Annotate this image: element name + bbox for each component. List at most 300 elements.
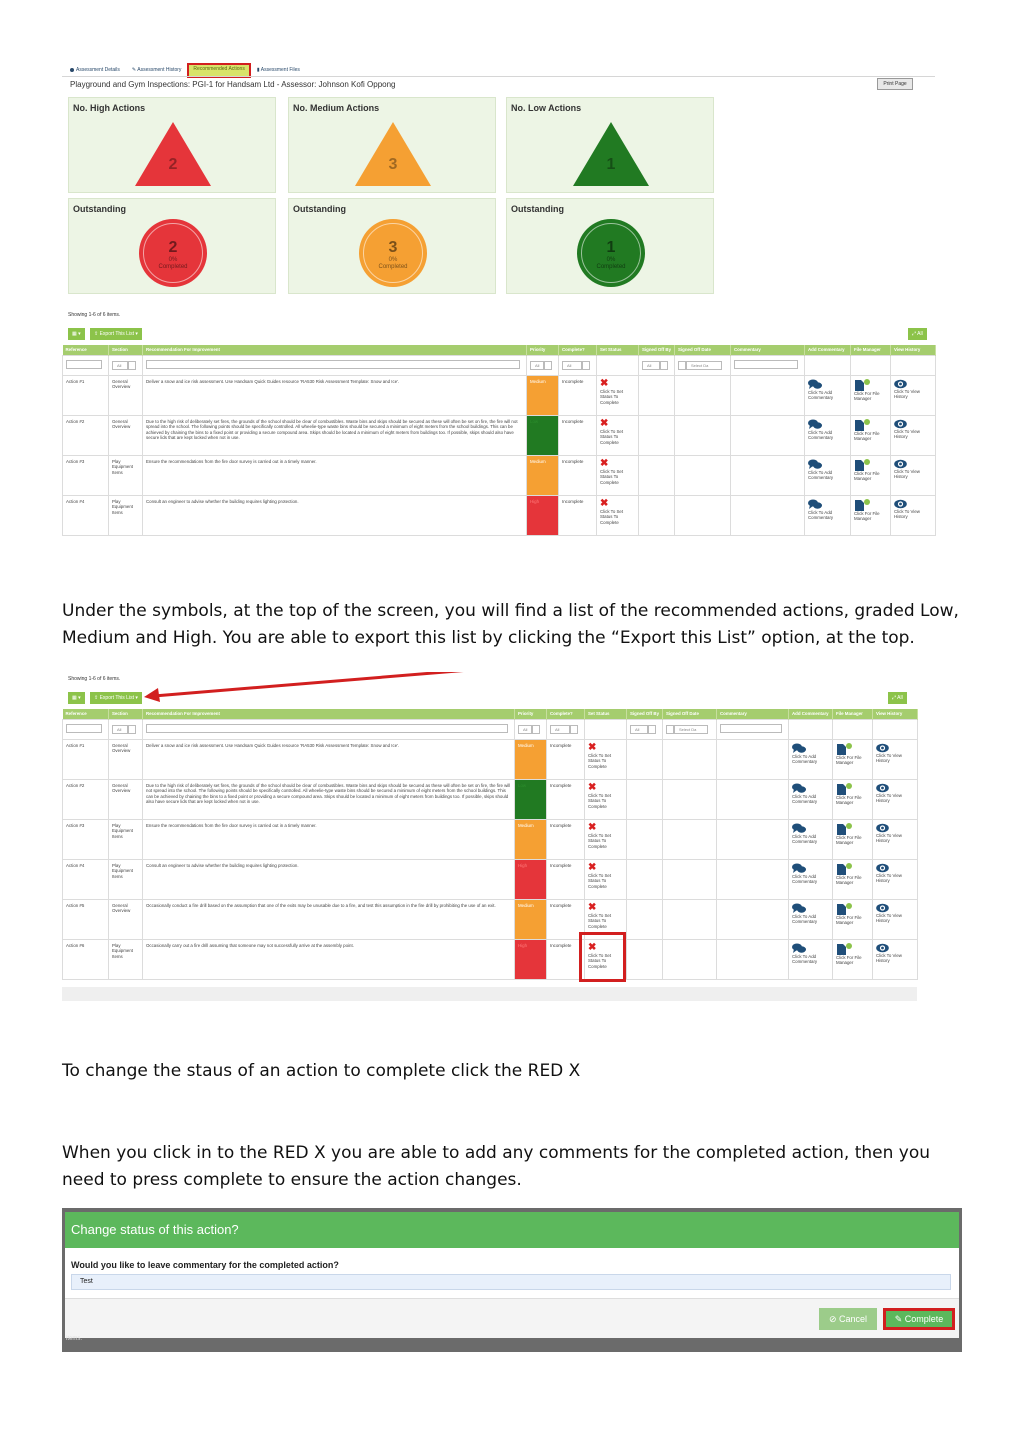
dialog-question: Would you like to leave commentary for the completed action? xyxy=(71,1260,339,1270)
view-history-cell[interactable] xyxy=(891,375,936,415)
file-add-icon[interactable] xyxy=(836,743,852,755)
eye-icon[interactable] xyxy=(876,823,889,833)
cancel-button[interactable] xyxy=(819,1308,877,1330)
filter-select[interactable]: All xyxy=(562,361,582,370)
filter-cell xyxy=(515,719,547,739)
complete-button[interactable] xyxy=(883,1308,955,1330)
calendar-icon[interactable] xyxy=(666,725,674,734)
set-status-label: Click To Set Status To Complete xyxy=(600,508,624,525)
low-actions-card xyxy=(506,97,714,193)
file-add-icon[interactable] xyxy=(854,459,870,471)
column-header[interactable]: Recommendation For Improvement xyxy=(143,345,527,355)
table-row xyxy=(63,739,918,779)
view-history-cell[interactable] xyxy=(873,939,918,979)
comments-icon[interactable] xyxy=(792,743,806,754)
instruction-paragraph-3: When you click in to the RED X you are able to add any comments for the completed action, then you need to press complete to ensure the action changes. xyxy=(62,1143,931,1190)
priority-cell: High xyxy=(527,495,559,535)
priority-cell: Medium xyxy=(515,739,547,779)
file-manager-cell[interactable] xyxy=(833,859,873,899)
column-header[interactable]: Priority xyxy=(527,345,559,355)
view-history-cell[interactable] xyxy=(873,779,918,819)
tab-label: Assessment History xyxy=(137,67,182,73)
column-header[interactable]: Add Commentary xyxy=(805,345,851,355)
file-manager-label: Click For File Manager xyxy=(836,794,862,805)
filter-input[interactable] xyxy=(66,724,102,733)
print-page-button[interactable]: Print Page xyxy=(877,78,913,90)
eye-icon[interactable] xyxy=(894,459,907,469)
red-x-highlight-box xyxy=(579,932,626,982)
column-header[interactable]: Add Commentary xyxy=(789,709,833,719)
column-header[interactable]: Signed Off Date xyxy=(675,345,731,355)
card-title: No. Medium Actions xyxy=(293,103,380,113)
signed-off-date-cell xyxy=(663,819,717,859)
column-header[interactable]: View History xyxy=(873,709,918,719)
column-header[interactable]: Set Status xyxy=(597,345,639,355)
date-filter-input[interactable]: Select Da xyxy=(674,725,708,734)
red-x-icon[interactable]: ✖ xyxy=(588,741,597,753)
assessment-title: Playground and Gym Inspections: PGI-1 for Handsam Ltd - Assessor: Johnson Kofi Oppong xyxy=(70,80,396,89)
signed-off-by-cell xyxy=(627,819,663,859)
set-status-label: Click To Set Status To Complete xyxy=(588,872,612,889)
set-status-cell[interactable] xyxy=(597,415,639,455)
high-actions-card xyxy=(68,97,276,193)
section-cell: Play Equipment Items xyxy=(109,859,143,899)
set-status-label: Click To Set Status To Complete xyxy=(588,952,612,969)
complete-cell: Incomplete xyxy=(559,415,597,455)
set-status-cell[interactable] xyxy=(585,859,627,899)
section-cell: General Overview xyxy=(109,739,143,779)
view-history-label: Click To View History xyxy=(894,388,920,399)
column-header[interactable]: Signed Off By xyxy=(627,709,663,719)
view-history-label: Click To View History xyxy=(894,468,920,479)
filter-cell xyxy=(63,719,109,739)
calendar-icon[interactable] xyxy=(678,361,686,370)
export-list-button[interactable]: ⇪ Export This List ▾ xyxy=(90,692,142,704)
column-header[interactable]: Reference xyxy=(63,345,109,355)
filter-cell xyxy=(833,719,873,739)
comments-icon[interactable] xyxy=(792,903,806,914)
red-x-icon[interactable]: ✖ xyxy=(600,417,609,429)
commentary-cell xyxy=(717,739,789,779)
cancel-icon: ⊘ xyxy=(828,1314,837,1324)
signed-off-date-cell xyxy=(663,779,717,819)
filter-cell xyxy=(639,355,675,375)
filter-cell xyxy=(597,355,639,375)
signed-off-by-cell xyxy=(627,939,663,979)
view-history-cell[interactable] xyxy=(873,819,918,859)
column-header[interactable]: Priority xyxy=(515,709,547,719)
red-x-icon[interactable]: ✖ xyxy=(600,457,609,469)
show-all-button[interactable] xyxy=(888,692,907,704)
column-header[interactable]: Section xyxy=(109,345,143,355)
grid-icon: ▦ ▾ xyxy=(72,331,81,337)
column-header[interactable]: Signed Off Date xyxy=(663,709,717,719)
file-manager-cell[interactable] xyxy=(851,415,891,455)
low-outstanding-card xyxy=(506,198,714,294)
comments-icon[interactable] xyxy=(792,823,806,834)
file-manager-label: Click For File Manager xyxy=(836,954,862,965)
add-commentary-cell[interactable] xyxy=(789,939,833,979)
add-commentary-label: Click To Add Commentary xyxy=(792,793,818,804)
screenshot-change-status-dialog xyxy=(62,1208,962,1352)
view-history-cell[interactable] xyxy=(873,739,918,779)
reference-cell: Action #6 xyxy=(63,939,109,979)
file-manager-label: Click For File Manager xyxy=(836,874,862,885)
red-x-icon[interactable]: ✖ xyxy=(588,941,597,953)
view-history-cell[interactable] xyxy=(873,859,918,899)
set-status-cell[interactable] xyxy=(585,779,627,819)
comments-icon[interactable] xyxy=(792,943,806,954)
reference-cell: Action #2 xyxy=(63,779,109,819)
comments-icon[interactable] xyxy=(808,459,822,470)
file-add-icon[interactable] xyxy=(836,863,852,875)
file-manager-label: Click For File Manager xyxy=(836,834,862,845)
column-header[interactable]: Complete? xyxy=(547,709,585,719)
complete-cell: Incomplete xyxy=(547,739,585,779)
divider xyxy=(62,76,935,77)
file-manager-cell[interactable] xyxy=(833,819,873,859)
view-history-cell[interactable] xyxy=(891,455,936,495)
recommendation-cell: Occasionally conduct a fire drill based on the assumption that one of the exits may be unusable due to a fire, and test this assumption in the fire drill by prohibiting the use of an exit. xyxy=(143,899,515,939)
comments-icon[interactable] xyxy=(792,863,806,874)
file-manager-cell[interactable] xyxy=(833,899,873,939)
filter-input[interactable] xyxy=(66,360,102,369)
column-header[interactable]: View History xyxy=(891,345,936,355)
outstanding-count: 2 xyxy=(168,239,178,256)
section-cell: Play Equipment Items xyxy=(109,455,143,495)
dropdown-icon[interactable] xyxy=(582,361,590,370)
outstanding-percent: 0% xyxy=(388,257,398,263)
table-row xyxy=(63,819,918,859)
table-row xyxy=(63,375,936,415)
column-header[interactable]: File Manager xyxy=(851,345,891,355)
expand-icon: ⤢ xyxy=(912,331,917,337)
file-manager-label: Click For File Manager xyxy=(854,470,880,481)
priority-cell: Low xyxy=(515,779,547,819)
add-commentary-cell[interactable] xyxy=(789,899,833,939)
commentary-cell xyxy=(717,939,789,979)
low-outstanding-circle xyxy=(577,219,645,287)
instruction-paragraph-2: To change the staus of an action to complete click the RED X xyxy=(62,1061,581,1081)
dropdown-icon[interactable] xyxy=(128,361,136,370)
filter-select[interactable]: All xyxy=(642,361,660,370)
complete-cell: Incomplete xyxy=(547,779,585,819)
outstanding-percent: 0% xyxy=(168,257,178,263)
red-x-icon[interactable]: ✖ xyxy=(588,901,597,913)
dropdown-icon[interactable] xyxy=(532,725,540,734)
showing-count: Showing 1-6 of 6 items. xyxy=(68,676,121,682)
set-status-label: Click To Set Status To Complete xyxy=(600,468,624,485)
column-header[interactable]: Section xyxy=(109,709,143,719)
cancel-label: Cancel xyxy=(839,1314,868,1324)
filter-select[interactable]: All xyxy=(530,361,544,370)
file-manager-label: Click For File Manager xyxy=(854,430,880,441)
export-icon: ⇪ xyxy=(94,695,99,701)
all-label: All xyxy=(917,331,923,337)
comments-icon[interactable] xyxy=(792,783,806,794)
grid-menu-button[interactable] xyxy=(68,328,85,340)
outstanding-status: Completed xyxy=(378,264,408,270)
comments-icon[interactable] xyxy=(808,419,822,430)
complete-cell: Incomplete xyxy=(547,899,585,939)
table-row xyxy=(63,899,918,939)
file-manager-cell[interactable] xyxy=(833,939,873,979)
set-status-cell[interactable] xyxy=(597,495,639,535)
priority-cell: Low xyxy=(527,415,559,455)
recommendation-cell: Consult an engineer to advise whether the building requires lighting protection. xyxy=(143,495,527,535)
eye-icon[interactable] xyxy=(876,903,889,913)
red-x-icon[interactable]: ✖ xyxy=(588,781,597,793)
filter-cell xyxy=(675,355,731,375)
section-cell: Play Equipment Items xyxy=(109,819,143,859)
table-row xyxy=(63,939,918,979)
file-add-icon[interactable] xyxy=(836,903,852,915)
recommendation-cell: Deliver a snow and ice risk assessment. Use Handsam Quick Guides resource 'RA530 Risk Assessment Template: Snow and Ice'. xyxy=(143,375,527,415)
medium-count: 3 xyxy=(388,156,398,173)
column-header[interactable]: Set Status xyxy=(585,709,627,719)
filter-select[interactable]: All xyxy=(550,725,570,734)
set-status-label: Click To Set Status To Complete xyxy=(588,832,612,849)
complete-cell: Incomplete xyxy=(547,859,585,899)
expand-icon: ⤢ xyxy=(892,695,897,701)
show-all-button[interactable] xyxy=(908,328,927,340)
red-x-icon[interactable]: ✖ xyxy=(600,377,609,389)
view-history-cell[interactable] xyxy=(891,495,936,535)
export-label: Export This List xyxy=(99,695,134,701)
add-commentary-cell[interactable] xyxy=(805,375,851,415)
export-icon: ⇪ xyxy=(94,331,99,337)
signed-off-by-cell xyxy=(639,415,675,455)
add-commentary-label: Click To Add Commentary xyxy=(808,389,834,400)
tab-label: Assessment Files xyxy=(260,67,300,73)
eye-icon[interactable] xyxy=(894,499,907,509)
filter-cell xyxy=(585,719,627,739)
filter-input[interactable] xyxy=(146,360,520,369)
add-commentary-label: Click To Add Commentary xyxy=(792,833,818,844)
export-label: Export This List xyxy=(99,331,134,337)
file-manager-cell[interactable] xyxy=(851,495,891,535)
recommendation-cell: Ensure the recommendations from the fire door survey is carried out in a timely manner. xyxy=(143,819,515,859)
signed-off-date-cell xyxy=(675,415,731,455)
filter-cell xyxy=(109,355,143,375)
add-commentary-cell[interactable] xyxy=(789,779,833,819)
signed-off-by-cell xyxy=(627,859,663,899)
signed-off-by-cell xyxy=(639,495,675,535)
view-history-label: Click To View History xyxy=(894,428,920,439)
file-manager-cell[interactable] xyxy=(833,779,873,819)
file-add-icon[interactable] xyxy=(854,419,870,431)
add-commentary-cell[interactable] xyxy=(805,455,851,495)
signed-off-by-cell xyxy=(627,779,663,819)
set-status-label: Click To Set Status To Complete xyxy=(588,792,612,809)
recommendation-cell: Due to the high risk of deliberately set fires, the grounds of the school should be clear of combustibles. Waste bins and skips should be secured as these will often be set on fire, the fire will not spread into the school. The following points should be specifically controlled. All wheelie-type waste bins should be secured a minimum of eight meters from the school buildings. This can be achieved by chaining the bins to a fixed point or providing a secure compound area. Skips should be located a minimum of eight meters from buildings too. If possible, skips should also have secure lids that are kept locked when not in use. xyxy=(143,779,515,819)
card-title: No. Low Actions xyxy=(511,103,582,113)
view-history-cell[interactable] xyxy=(873,899,918,939)
reference-cell: Action #4 xyxy=(63,495,109,535)
red-x-icon[interactable]: ✖ xyxy=(588,861,597,873)
outstanding-count: 3 xyxy=(388,239,398,256)
table-row xyxy=(63,495,936,535)
recommendation-cell: Occasionally carry out a fire drill assuming that someone may not successfully arrive at the assembly point. xyxy=(143,939,515,979)
actions-table xyxy=(62,709,918,980)
column-header[interactable]: Reference xyxy=(63,709,109,719)
add-commentary-cell[interactable] xyxy=(789,819,833,859)
section-cell: General Overview xyxy=(109,415,143,455)
recommendation-cell: Due to the high risk of deliberately set fires, the grounds of the school should be clear of combustibles. Waste bins and skips should be secured as these will often be set on fire, the fire will not spread into the school. The following points should be specifically controlled. All wheelie-type waste bins should be secured a minimum of eight meters from the school buildings. This can be achieved by chaining the bins to a fixed point or providing a secure compound area. Skips should be located a minimum of eight meters from buildings too. If possible, skips should also have secure lids that are kept locked when not in use. xyxy=(143,415,527,455)
eye-icon[interactable] xyxy=(876,863,889,873)
set-status-label: Click To Set Status To Complete xyxy=(588,912,612,929)
filter-cell xyxy=(527,355,559,375)
table-row xyxy=(63,779,918,819)
column-header[interactable]: File Manager xyxy=(833,709,873,719)
card-title: No. High Actions xyxy=(73,103,146,113)
medium-outstanding-circle xyxy=(359,219,427,287)
priority-cell: High xyxy=(515,939,547,979)
file-manager-cell[interactable] xyxy=(851,375,891,415)
filter-cell xyxy=(789,719,833,739)
outstanding-percent: 0% xyxy=(606,257,616,263)
file-add-icon[interactable] xyxy=(836,783,852,795)
signed-off-date-cell xyxy=(675,455,731,495)
eye-icon[interactable] xyxy=(894,419,907,429)
filter-cell xyxy=(873,719,918,739)
signed-off-date-cell xyxy=(663,939,717,979)
grid-icon: ▦ ▾ xyxy=(72,695,81,701)
outstanding-status: Completed xyxy=(596,264,626,270)
add-commentary-cell[interactable] xyxy=(805,415,851,455)
signed-off-by-cell xyxy=(627,899,663,939)
set-status-label: Click To Set Status To Complete xyxy=(600,388,624,405)
section-cell: Play Equipment Items xyxy=(109,939,143,979)
pencil-icon: ✎ xyxy=(131,67,137,73)
comments-icon[interactable] xyxy=(808,379,822,390)
file-add-icon[interactable] xyxy=(854,379,870,391)
add-commentary-cell[interactable] xyxy=(789,739,833,779)
file-add-icon[interactable] xyxy=(854,499,870,511)
set-status-cell[interactable] xyxy=(585,819,627,859)
filter-select[interactable]: All xyxy=(630,725,648,734)
dropdown-icon[interactable] xyxy=(544,361,552,370)
card-title: Outstanding xyxy=(293,204,346,214)
dropdown-icon[interactable] xyxy=(570,725,578,734)
section-cell: Play Equipment Items xyxy=(109,495,143,535)
file-add-icon[interactable] xyxy=(836,823,852,835)
column-header[interactable]: Commentary xyxy=(731,345,805,355)
column-header[interactable]: Signed Off By xyxy=(639,345,675,355)
filter-cell xyxy=(627,719,663,739)
add-commentary-label: Click To Add Commentary xyxy=(808,469,834,480)
column-header[interactable]: Recommendation For Improvement xyxy=(143,709,515,719)
add-commentary-label: Click To Add Commentary xyxy=(808,429,834,440)
dialog-title: Change status of this action? xyxy=(65,1212,959,1248)
signed-off-by-cell xyxy=(627,739,663,779)
red-x-icon[interactable]: ✖ xyxy=(600,497,609,509)
file-add-icon[interactable] xyxy=(836,943,852,955)
eye-icon[interactable] xyxy=(894,379,907,389)
set-status-label: Click To Set Status To Complete xyxy=(600,428,624,445)
add-commentary-cell[interactable] xyxy=(805,495,851,535)
add-commentary-cell[interactable] xyxy=(789,859,833,899)
edit-icon: ✎ xyxy=(894,1314,903,1324)
reference-cell: Action #2 xyxy=(63,415,109,455)
change-status-dialog xyxy=(65,1212,959,1338)
reference-cell: Action #1 xyxy=(63,375,109,415)
dropdown-icon[interactable] xyxy=(128,725,136,734)
filter-select[interactable]: All xyxy=(518,725,532,734)
dropdown-icon[interactable] xyxy=(648,725,656,734)
eye-icon[interactable] xyxy=(876,943,889,953)
file-manager-label: Click For File Manager xyxy=(836,754,862,765)
commentary-input[interactable]: Test xyxy=(71,1274,951,1290)
set-status-cell[interactable] xyxy=(585,739,627,779)
signed-off-date-cell xyxy=(663,899,717,939)
file-manager-cell[interactable] xyxy=(833,739,873,779)
table-row xyxy=(63,415,936,455)
red-x-icon[interactable]: ✖ xyxy=(588,821,597,833)
view-history-label: Click To View History xyxy=(876,912,902,923)
card-title: Outstanding xyxy=(73,204,126,214)
filter-row xyxy=(63,355,936,375)
file-manager-label: Click For File Manager xyxy=(854,390,880,401)
add-commentary-label: Click To Add Commentary xyxy=(792,913,818,924)
eye-icon[interactable] xyxy=(876,743,889,753)
low-warning-triangle-icon xyxy=(571,120,651,188)
signed-off-by-cell xyxy=(639,455,675,495)
reference-cell: Action #3 xyxy=(63,819,109,859)
date-filter-input[interactable]: Select Da xyxy=(686,361,722,370)
signed-off-date-cell xyxy=(663,739,717,779)
dropdown-icon[interactable] xyxy=(660,361,668,370)
eye-icon[interactable] xyxy=(876,783,889,793)
comments-icon[interactable] xyxy=(808,499,822,510)
section-cell: General Overview xyxy=(109,899,143,939)
view-history-cell[interactable] xyxy=(891,415,936,455)
filter-cell xyxy=(559,355,597,375)
filter-select[interactable]: All xyxy=(112,361,128,370)
instruction-paragraph-1: Under the symbols, at the top of the screen, you will find a list of the recommended actions, graded Low, Medium and High. You are able to export this list by clicking the “Export this List” option, at the top. xyxy=(62,601,959,648)
export-list-button[interactable]: ⇪ Export This List ▾ xyxy=(90,328,142,340)
set-status-cell[interactable] xyxy=(597,375,639,415)
filter-cell xyxy=(851,355,891,375)
filter-input[interactable] xyxy=(146,724,508,733)
column-header[interactable]: Commentary xyxy=(717,709,789,719)
file-manager-cell[interactable] xyxy=(851,455,891,495)
set-status-label: Click To Set Status To Complete xyxy=(588,752,612,769)
section-cell: General Overview xyxy=(109,375,143,415)
commentary-cell xyxy=(717,859,789,899)
filter-select[interactable]: All xyxy=(112,725,128,734)
set-status-cell[interactable] xyxy=(597,455,639,495)
medium-outstanding-card xyxy=(288,198,496,294)
priority-cell: Medium xyxy=(515,899,547,939)
actions-table xyxy=(62,345,936,536)
column-header[interactable]: Complete? xyxy=(559,345,597,355)
commentary-cell xyxy=(731,415,805,455)
high-outstanding-card xyxy=(68,198,276,294)
file-manager-label: Click For File Manager xyxy=(836,914,862,925)
reference-cell: Action #5 xyxy=(63,899,109,939)
commentary-cell xyxy=(717,819,789,859)
section-cell: General Overview xyxy=(109,779,143,819)
filter-input[interactable] xyxy=(720,724,782,733)
view-history-label: Click To View History xyxy=(894,508,920,519)
filter-cell xyxy=(731,355,805,375)
filter-input[interactable] xyxy=(734,360,798,369)
filter-cell xyxy=(717,719,789,739)
commentary-cell xyxy=(731,495,805,535)
card-title: Outstanding xyxy=(511,204,564,214)
high-count: 2 xyxy=(168,156,178,173)
